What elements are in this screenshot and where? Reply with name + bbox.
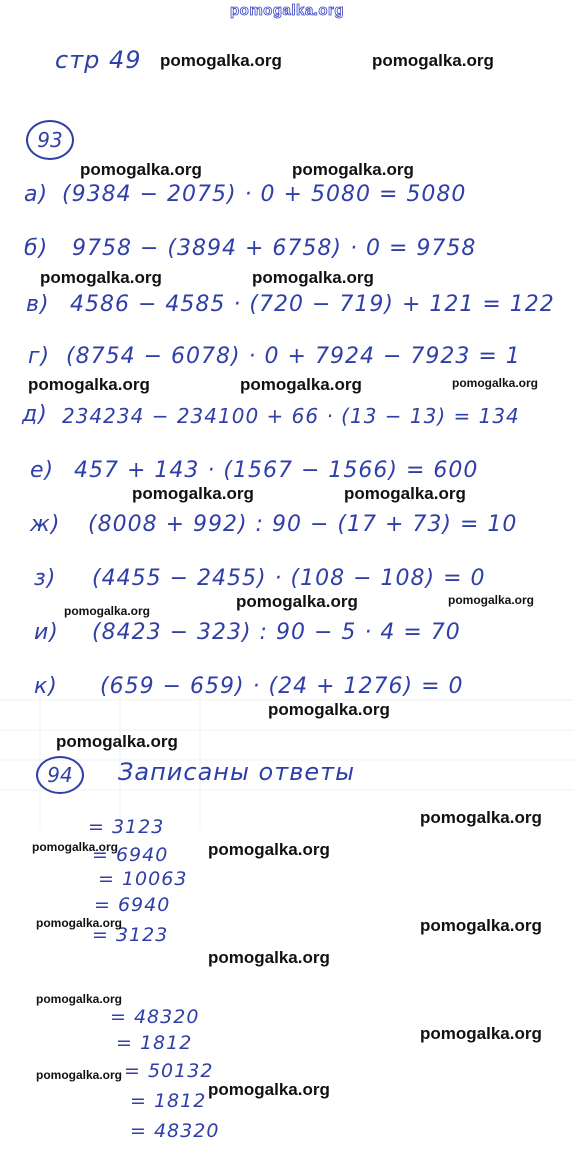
watermark: pomogalka.org — [372, 51, 494, 70]
item-letter: б) — [24, 236, 49, 261]
watermark: pomogalka.org — [236, 592, 358, 611]
item-letter: е) — [30, 458, 55, 483]
answer-value: = 48320 — [110, 1006, 200, 1028]
watermark: pomogalka.org — [344, 484, 466, 503]
watermark: pomogalka.org — [292, 160, 414, 179]
item-expression: 9758 − (3894 + 6758) · 0 = 9758 — [72, 236, 477, 261]
watermark: pomogalka.org — [36, 916, 123, 930]
watermark: pomogalka.org — [56, 732, 178, 751]
answer-value: = 3123 — [88, 816, 165, 838]
item-letter: ж) — [30, 512, 61, 537]
watermark: pomogalka.org — [160, 51, 282, 70]
answer-value: = 6940 — [92, 844, 169, 866]
task-94-number: 94 — [36, 756, 84, 794]
item-expression: (659 − 659) · (24 + 1276) = 0 — [100, 674, 464, 699]
item-letter: а) — [24, 182, 49, 207]
watermark: pomogalka.org — [240, 375, 362, 394]
item-expression: 4586 − 4585 · (720 − 719) + 121 = 122 — [70, 292, 555, 317]
item-expression: (8423 − 323) : 90 − 5 · 4 = 70 — [92, 620, 461, 645]
item-letter: в) — [26, 292, 50, 317]
answer-value: = 1812 — [130, 1090, 207, 1112]
task-94-heading: Записаны ответы — [118, 758, 356, 786]
watermark: pomogalka.org — [28, 375, 150, 394]
page-reference: стр 49 — [55, 46, 142, 74]
item-letter: и) — [34, 620, 59, 645]
answer-value: = 6940 — [94, 894, 171, 916]
watermark: pomogalka.org — [40, 268, 162, 287]
watermark: pomogalka.org — [32, 840, 119, 854]
watermark: pomogalka.org — [252, 268, 374, 287]
watermark: pomogalka.org — [208, 1080, 330, 1099]
item-expression: (8754 − 6078) · 0 + 7924 − 7923 = 1 — [66, 344, 521, 369]
item-expression: 234234 − 234100 + 66 · (13 − 13) = 134 — [62, 404, 520, 428]
watermark: pomogalka.org — [132, 484, 254, 503]
watermark: pomogalka.org — [64, 604, 151, 618]
item-expression: (9384 − 2075) · 0 + 5080 = 5080 — [62, 182, 467, 207]
item-expression: 457 + 143 · (1567 − 1566) = 600 — [74, 458, 479, 483]
answer-value: = 10063 — [98, 868, 188, 890]
item-letter: г) — [28, 344, 51, 369]
watermark: pomogalka.org — [80, 160, 202, 179]
task-93-number: 93 — [26, 120, 74, 160]
item-expression: (4455 − 2455) · (108 − 108) = 0 — [92, 566, 486, 591]
item-letter: к) — [34, 674, 58, 699]
watermark: pomogalka.org — [448, 593, 535, 607]
watermark: pomogalka.org — [208, 840, 330, 859]
answer-value: = 48320 — [130, 1120, 220, 1142]
watermark: pomogalka.org — [208, 948, 330, 967]
watermark: pomogalka.org — [36, 1068, 123, 1082]
answer-value: = 1812 — [116, 1032, 193, 1054]
item-expression: (8008 + 992) : 90 − (17 + 73) = 10 — [88, 512, 518, 537]
answer-value: = 50132 — [124, 1060, 214, 1082]
watermark-top: pomogalka.org — [230, 2, 345, 19]
watermark: pomogalka.org — [36, 992, 123, 1006]
watermark: pomogalka.org — [420, 808, 542, 827]
item-letter: з) — [34, 566, 57, 591]
watermark: pomogalka.org — [420, 916, 542, 935]
watermark: pomogalka.org — [452, 376, 539, 390]
answer-value: = 3123 — [92, 924, 169, 946]
watermark: pomogalka.org — [268, 700, 390, 719]
watermark: pomogalka.org — [420, 1024, 542, 1043]
item-letter: д) — [22, 402, 48, 427]
